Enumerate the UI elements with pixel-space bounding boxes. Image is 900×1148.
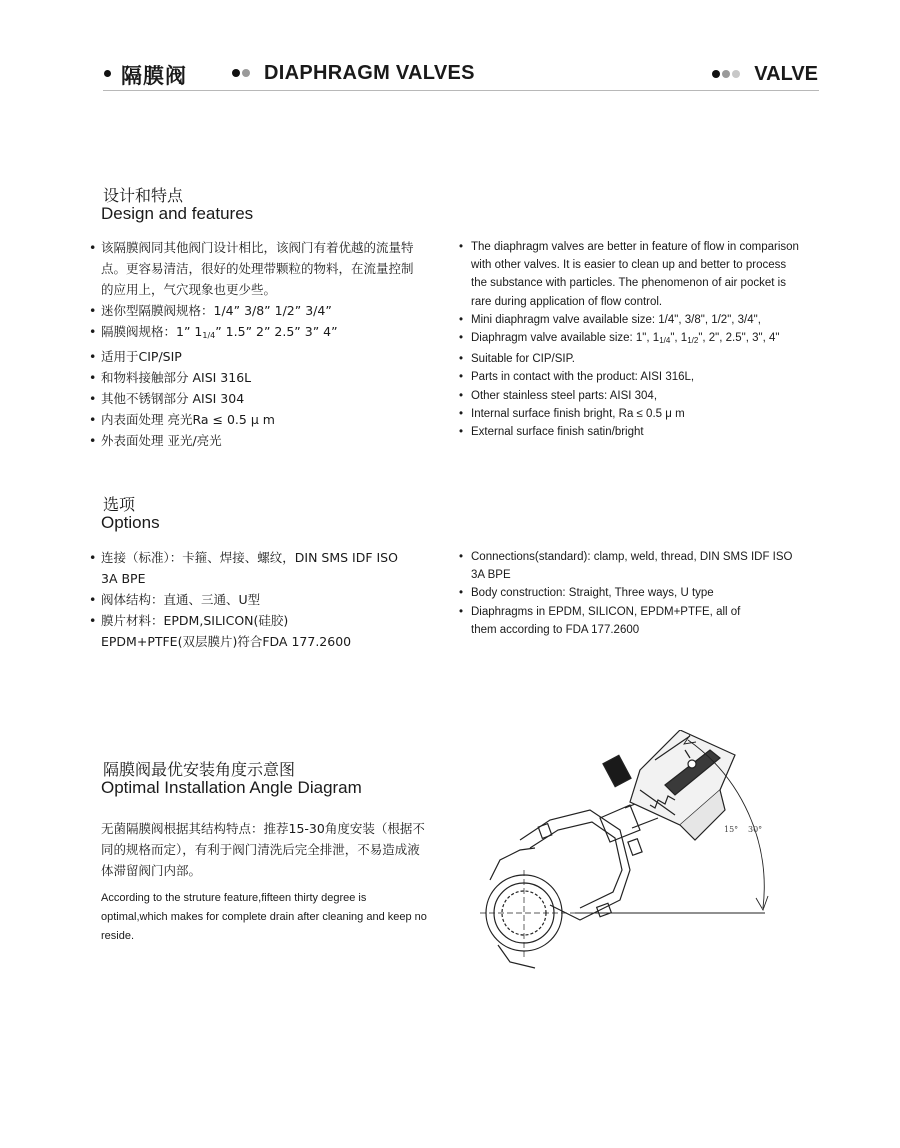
list-item: • External surface finish satin/bright: [459, 426, 644, 439]
dot-grey-icon: [722, 70, 730, 78]
list-item: • 连接（标准）：卡箍、焊接、螺纹，DIN SMS IDF ISO 3A BPE: [89, 550, 398, 586]
pipe-outer-circle: [486, 875, 562, 951]
design-title-cn: 设计和特点: [103, 186, 184, 205]
actuator-housing: [603, 730, 735, 840]
list-item: • Suitable for CIP/SIP.: [459, 353, 575, 366]
header-category: VALVE: [754, 63, 818, 85]
options-title-cn: 选项: [103, 495, 136, 514]
list-item: • 迷你型隔膜阀规格：1/4” 3/8” 1/2” 3/4”: [89, 303, 332, 318]
list-item: • Diaphragms in EPDM, SILICON, EPDM+PTFE, all of them according to FDA 177.2600: [459, 605, 741, 636]
list-item: • Parts in contact with the product: AISI 316L,: [459, 371, 695, 384]
design-list-cn: [89, 237, 444, 451]
design-title-en: Design and features: [101, 204, 254, 223]
dot-grey-icon: [242, 69, 250, 77]
dot-dark-icon: [232, 69, 240, 77]
options-list-en: [459, 548, 819, 639]
bullet-dot-icon: [104, 70, 111, 77]
install-title-en: Optimal Installation Angle Diagram: [101, 778, 362, 797]
angle-label-30: 30°: [748, 825, 763, 834]
list-item: • 阀体结构：直通、三通、U型: [89, 592, 261, 607]
header-title-en: DIAPHRAGM VALVES: [264, 62, 475, 84]
design-list-en: [459, 238, 819, 441]
options-list-cn: [89, 547, 444, 652]
install-paragraph-en: According to the struture feature,fifteen thirty degree is optimal,which makes for complete drain after cleaning and keep no reside.: [101, 892, 427, 942]
options-title-en: Options: [101, 513, 160, 532]
dot-light-icon: [732, 70, 740, 78]
list-item: • 外表面处理 亚光/亮光: [89, 433, 222, 448]
list-item: • Connections(standard): clamp, weld, thread, DIN SMS IDF ISO 3A BPE: [459, 551, 793, 582]
install-title-cn: 隔膜阀最优安装角度示意图: [103, 760, 296, 779]
list-item: • Body construction: Straight, Three ways, U type: [459, 587, 714, 600]
list-item: • 其他不锈钢部分 AISI 304: [89, 391, 245, 406]
dot-dark-icon: [712, 70, 720, 78]
install-paragraph-cn: 无菌隔膜阀根据其结构特点：推荐15-30角度安装（根据不 同的规格而定），有利于阀门清洗后完全排泄，不易造成液 体滞留阀门内部。: [101, 821, 425, 878]
list-item: • 膜片材料：EPDM,SILICON(硅胶) EPDM+PTFE(双层膜片)符合FDA 177.2600: [89, 613, 352, 649]
list-item: • Mini diaphragm valve available size: 1/4", 3/8", 1/2", 3/4",: [459, 313, 761, 326]
list-item: • 该隔膜阀同其他阀门设计相比，该阀门有着优越的流量特 点。更容易清洁，很好的处理带颗粒的物料，在流量控制 的应用上，气穴现象也更少些。: [89, 240, 414, 297]
list-item: • The diaphragm valves are better in feature of flow in comparison with other valves. It is easier to clean up and better to process the substance with particles. The phenomenon of air pocket is rare during application of flow control.: [459, 241, 799, 308]
list-item: • Internal surface finish bright, Ra ≤ 0.5 μ m: [459, 407, 685, 420]
angle-label-15: 15°: [724, 825, 739, 834]
list-item: • 内表面处理 亮光Ra ≤ 0.5 μ m: [89, 412, 275, 427]
valve-angle-diagram: [480, 730, 780, 980]
list-item: • Other stainless steel parts: AISI 304,: [459, 389, 658, 402]
list-item: • 和物料接触部分 AISI 316L: [89, 370, 252, 385]
header-divider: [103, 90, 819, 91]
list-item: • 隔膜阀规格：1” $1_{1/4}$” 1.5” 2” 2.5” 3” 4”: [89, 324, 338, 340]
list-item: • Diaphragm valve available size: 1", $1_{1/4}$", $1_{1/2}$", 2", 2.5", 3", 4": [459, 332, 780, 346]
list-item: • 适用于CIP/SIP: [89, 349, 182, 364]
header-title-cn: 隔膜阀: [121, 64, 187, 88]
